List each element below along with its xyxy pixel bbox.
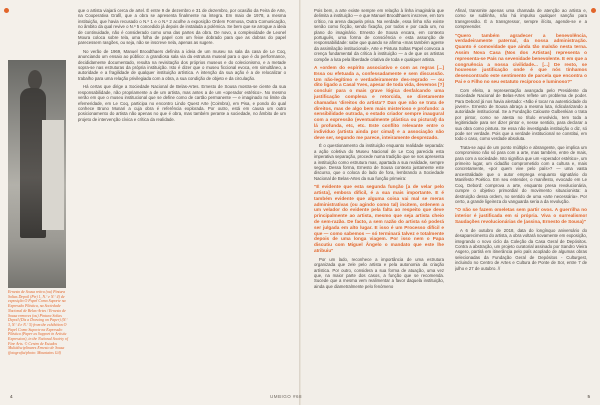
pull-quote: "O não se fazem omeletas sem partir ovos. A guerrilha no interior é justificada em si própria. Viva o surrealismo! Saudações revolucionárias de (assina, Ernesto de Sousa)" bbox=[455, 207, 587, 224]
paragraph: Há certas que dirige a Sociedade Nacional de Belas-Artes. Ernesto de Sousa mostra-se ciente da sua responsabilidade, não propriamente a de um artista, mas antes a de um «operador estético». No mesmo verão em que o museu institucional que se define como de cartão permanente — e imaginado no limite da efemeridade, em Le Coq, participa no encontro Lindo Quest Arte (Coimbra), em Pisa, e pondo do qual conhece Bruno Munari a cuja obra é referência explorada. Por outro, está em causa um outro posicionamento do artista não apenas no que é obra, mas também perante a sociedade, no âmbito de um projeto de intervenção cívica e crítica da realidade. bbox=[78, 84, 286, 122]
magazine-issue-label: UMBIGO #68 bbox=[270, 394, 303, 399]
paragraph: No verão de 1969, Manuel Broodthaers definira a ideia de um museu na sala da casa de Le Coq, anunciando um ensaio ao público: a grandiosa sala via da estrutura museal para o que é do performance, decididamente documentado, resulta na revisitação dos próprios museus e do colecionismo, e a metade sopra-se nas estruturas da própria instituição. Isto é dizer que o museu ficcional evoca, em simultâneo, a autoridade e a fragilidade de qualquer instituição artística. A intenção da sua ação é a de relocalizar o trabalho para uma relação privilegiada com a obra, a sua condição de objeto e da circulação. bbox=[78, 48, 286, 81]
article-column-3 bbox=[314, 8, 444, 393]
article-column-4 bbox=[455, 8, 587, 393]
paragraph: Com efeito, a representação avançada pelo Presidente da Sociedade Nacional de Belas-Artes reflete um problema de poder. Para Debord já nos havia alertado: «Não é tocar na autenticidade do jovem». Ernesto de Sousa abraça a mesma luta, ridicularizando a autoridade institucional. Se a Fundação Calouste Gulbenkian o trata por pintor, como se atesta no título envolvido, tem toda a legitimidade para ser dizer pintor e, nesse sentido, para declarar a sua obra como pintura. Se essa não investigada instituição o diz, só pode ser verdade. Pois que a verdade institucional se constitui, em todo o caso, como verdade absoluta. bbox=[455, 87, 587, 142]
paragraph: que o artista viajará cerca de artel. É entre 9 de dezembro e 31 de dezembro, por ocasião da Feira de Arte, na Cooperativa Grafil, que a obra se apresenta finalmente na íntegra. Em maio de 1978, a mesma instituição, que havia recusado o N.º 1 e o N.º 2 acolhe a exposição Ordem Formosa, Outra Comunicação, no âmbito da qual revive o N.º 5 concedido já depois de instalada a polémica. Se bem que se arrogue a ideia de continuidade, não é considerado como uma das partes da obra. De novo, a complexidade de Leonel Moura coloca sobre tela, uma folha de papel com um feixe dobrado para que as dobras do papel parecessem rasgões, ou seja, não se inscreve nela, apenas as sugere. bbox=[78, 8, 286, 46]
pull-quote: "Quero também agradecer a benevolência, verdadeiramente paternal, da nossa administração. Quanto é comovidade que ainda tão malsão nesta terna. Assim Nova Casa (Nos dos Artistas) representa o representa-se País na sevenidade benevolente. E em que a congruência a nossa civilidade... [...] De resto, se houvesse justificação onde é que nós tínhamos desencontrado este sentimento de parcela que encontra o Pai e o Filho no seu estatuto recíproco e luminoso?" bbox=[455, 32, 587, 84]
page-marker-dot-right bbox=[591, 8, 596, 13]
page-number-left: 4 bbox=[10, 394, 13, 399]
page-number-right: 5 bbox=[587, 394, 590, 399]
paragraph: Por um lado, reconhece a importância de uma estrutura organizada que zele pelo artista e pela autonomia da criação artística. Por outro, considera a sua forma de atuação, uma vez que, na maior parte dos casos, a função que se recomenda. Sucede que a mesma vem realimentar a favor daquela instituição, ainda que diametralmente pelo fenómeno bbox=[314, 256, 444, 289]
article-column-2 bbox=[78, 8, 286, 393]
photo-caption: Ernesto de Sousa retira (ou) Pintura Soltas Depoil (Ptr) 1, N.º e N.º 4) de exposição O Papel Como Suporte na Expressão Plástica, na Sociedade Nacional de Belas-Artes / Ernesto de Sousa removes (ou) Pintura Soltas Depoil (Dis a Drawing on Paper) (N.º 3, N.º 4 e N.º 5) from the exhibition O Papel Como Suporte na Expressão Plástica (Paper as Support in Artistic Expression), in the National Society of Fine Arts. © Centro de Estudos Multidisciplinares Ernesto de Sousa (fotografia/photo: Mountains Gil) bbox=[8, 290, 68, 356]
pull-quote: A «ordem do espírito associativo e com as regras [...] Essa ou efetuada a, confessadamente e sem discussão. Um não-legítimo e verdadeiramente des-regrado — ou dito ligado a Casal Yves, apesar de toda vida, devemos [?] concluir para o mais grave lógica desfalcando uma justificação complexa e retorcida, se diretamente chamadas ʻdireitos do artistaʼ? Dan que não se trata de direitos, mas de algo bem mais misterioso e profundo: a sensibilidade outrada, o estado criador sempre inaugural com a expressão (eventualmente plástica ou pictural) da lá profunda, etc, etc. Este conflito relevante entre o indivíduo (artista ainda por cimal) e a associação não deve ser, segundo me parece, inteiramente desprezado. bbox=[314, 65, 444, 140]
paragraph: Trata-se aqui de um ponto múltiplo e abrangente, que implica um compromisso não só para com a arte, mas também, entre de mais, para com a sociedade. Isto significa que um «operador estético», um primeiro lugar, um cidadão comprometido com a cultura e, mais concretamente, «por quem vive pelo país»? — uma vasta ancestralidade que o autor emprega enquanto signatário do Manifesto Poético. Em seu entender, o manifesto, evocado em Le Coq, Debord: comprova a arte, enquanto presa revolucionária, cumpre o objetivo primordial do movimento situacionista: a destruição dessa ordem, no sentido de uma «arte necessária». Por certo, a grande ligeireza do vanguarda seria a da revolução. bbox=[455, 144, 587, 204]
pull-quote: "É evidente que esta segunda função [a de velar pelo artista], embora difícil, é a sua mais importante. E é também evidente que alguma coisa vai mal se meras administrativas (ou agindo como tal) incitem, ordenem a um velador do evidente pela falta ao respeito que deve principalmente ao artista, mesmo que seja artista cheio de sem-razão. De facto, a sem razão do artista só poderá ser julgada em alto lugar. E isso é um Processo difícil e que — como sabemos — só terminará talvez e totalmente depois de uma longa viagem. Por isso nem o Papa discutiu com Miguel Ângelo o mandato que este lhe atribuiu" bbox=[314, 184, 444, 254]
paragraph: Afinal, transmite apenas uma chamada de atenção ao artista e, como se sublinha, não há impulso qualquer sanção para transgressão. É a transgressor, sempre ilícito, agende-se e a compreender. bbox=[455, 8, 587, 30]
paragraph: É o questionamento da instituição enquanto realidade separada: a ação coletiva do Museu Nacional de Le Coq parecida esta imperativa separação, procede numa tradição que se nos apresenta a instituição como estrutura mas, apartada a sua realidade, sempre segue. Dessa forma, Ernesto de Sousa contexto justamente este discurso, que o coloca do lado de fora, lembrando a Sociedade Nacional de Belas-Artes da sua função primeira: bbox=[314, 143, 444, 181]
page-spine bbox=[299, 0, 301, 405]
photo-paper-canvas bbox=[42, 120, 64, 230]
page-marker-dot-left bbox=[4, 8, 9, 13]
artist-photo bbox=[8, 60, 66, 288]
photo-figure-head bbox=[28, 70, 42, 90]
paragraph: A 6 de outubro de 2018, data do longínquo aniversário do desaparecimento do artista, a obra voltará novamente em exposição, integrando o novo ciclo da Coleção da Casa Geral de Depósitos. Contra a abstração, um projeto curatorial assinado por Sandro Vieira Asgero, partirá em itinerância pelo país acoplado de algumas obras selecionadas da Fundação Geral de Depósitos - Culturgest, incluindo no Centro de Artes e Cultura de Ponte de Sor, entre 7 de julho e 27 de outubro. // bbox=[455, 227, 587, 271]
paragraph: Pois bem, a arte existe sempre em relação à linha imaginária que delimita a instituição — e que Manuel Broodthaers inscreve, em tom crítico, na arena daquela prisa. Na verdade, essa linha não existe senão como ficção, sendo fixação, por todos e por cada um, no plano do imaginário. Ernesto de Sousa encara, em contexto português, uma forma de consciência e esta assunção de responsabilidade: sabe que quando se afirma «mas também agente da assimilação institucional», Arte e Pintura Soltas Papel convoca a crença fundamental da crítica à instituição — a de que os artistas compõe a luta pela liberdade criativa de toda e qualquer artista. bbox=[314, 8, 444, 62]
